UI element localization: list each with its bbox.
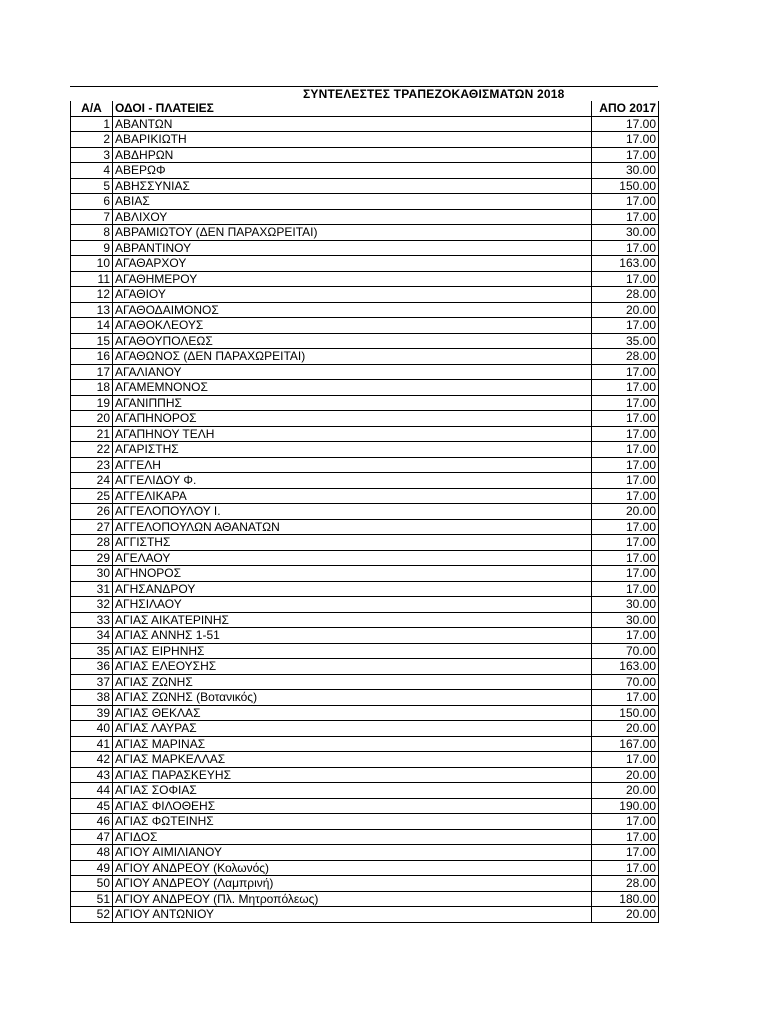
rate-value: 20.00 (592, 767, 659, 783)
table-row (71, 380, 659, 396)
row-number: 5 (71, 178, 113, 194)
table-row (71, 690, 659, 706)
table-row (71, 767, 659, 783)
street-name: ΑΓΑΘΙΟΥ (113, 287, 592, 303)
street-name: ΑΓΑΘΟΥΠΟΛΕΩΣ (113, 333, 592, 349)
rate-value: 17.00 (592, 147, 659, 163)
table-row (71, 829, 659, 845)
row-number: 48 (71, 845, 113, 861)
street-name: ΑΓΙΑΣ ΑΙΚΑΤΕΡΙΝΗΣ (113, 612, 592, 628)
street-name: ΑΓΑΠΗΝΟΡΟΣ (113, 411, 592, 427)
rate-value: 17.00 (592, 628, 659, 644)
row-number: 49 (71, 860, 113, 876)
rate-value: 28.00 (592, 287, 659, 303)
rate-value: 17.00 (592, 240, 659, 256)
street-name: ΑΓΙΑΣ ΖΩΝΗΣ (113, 674, 592, 690)
row-number: 45 (71, 798, 113, 814)
table-row (71, 209, 659, 225)
table-row (71, 504, 659, 520)
table-row (71, 147, 659, 163)
rate-value: 17.00 (592, 442, 659, 458)
street-name: ΑΓΙΑΣ ΣΟΦΙΑΣ (113, 783, 592, 799)
rate-value: 30.00 (592, 225, 659, 241)
row-number: 33 (71, 612, 113, 628)
row-number: 31 (71, 581, 113, 597)
street-name: ΑΓΑΜΕΜΝΟΝΟΣ (113, 380, 592, 396)
rate-value: 17.00 (592, 581, 659, 597)
street-name: ΑΓΑΠΗΝΟΥ ΤΕΛΗ (113, 426, 592, 442)
rate-value: 17.00 (592, 194, 659, 210)
rate-value: 20.00 (592, 302, 659, 318)
rate-value: 17.00 (592, 457, 659, 473)
street-name: ΑΓΓΕΛΟΠΟΥΛΩΝ ΑΘΑΝΑΤΩΝ (113, 519, 592, 535)
rate-value: 30.00 (592, 163, 659, 179)
street-name: ΑΒΔΗΡΩΝ (113, 147, 592, 163)
row-number: 17 (71, 364, 113, 380)
rate-value: 17.00 (592, 364, 659, 380)
row-number: 41 (71, 736, 113, 752)
rate-value: 190.00 (592, 798, 659, 814)
header-aa: Α/Α (71, 101, 113, 116)
row-number: 9 (71, 240, 113, 256)
rate-value: 17.00 (592, 690, 659, 706)
street-name: ΑΒΡΑΜΙΩΤΟΥ (ΔΕΝ ΠΑΡΑΧΩΡΕΙΤΑΙ) (113, 225, 592, 241)
rate-value: 17.00 (592, 519, 659, 535)
street-name: ΑΒΕΡΩΦ (113, 163, 592, 179)
rate-value: 35.00 (592, 333, 659, 349)
row-number: 39 (71, 705, 113, 721)
row-number: 27 (71, 519, 113, 535)
table-row (71, 891, 659, 907)
row-number: 14 (71, 318, 113, 334)
street-name: ΑΓΙΑΣ ΕΛΕΟΥΣΗΣ (113, 659, 592, 675)
table-row (71, 752, 659, 768)
row-number: 42 (71, 752, 113, 768)
row-number: 38 (71, 690, 113, 706)
title-row (70, 86, 658, 101)
rate-value: 28.00 (592, 876, 659, 892)
street-name: ΑΓΑΘΟΔΑΙΜΟΝΟΣ (113, 302, 592, 318)
table-row (71, 116, 659, 132)
street-name: ΑΓΙΑΣ ΛΑΥΡΑΣ (113, 721, 592, 737)
table-row (71, 535, 659, 551)
table-row (71, 333, 659, 349)
row-number: 2 (71, 132, 113, 148)
rate-value: 17.00 (592, 209, 659, 225)
table-row (71, 163, 659, 179)
row-number: 21 (71, 426, 113, 442)
table-row (71, 225, 659, 241)
table-row (71, 860, 659, 876)
row-number: 37 (71, 674, 113, 690)
street-name: ΑΓΓΕΛΟΠΟΥΛΟΥ Ι. (113, 504, 592, 520)
table-row (71, 783, 659, 799)
table-row (71, 876, 659, 892)
rate-value: 20.00 (592, 721, 659, 737)
table-row (71, 798, 659, 814)
row-number: 24 (71, 473, 113, 489)
table-row (71, 597, 659, 613)
street-name: ΑΓΑΘΑΡΧΟΥ (113, 256, 592, 272)
rate-value: 70.00 (592, 674, 659, 690)
rate-value: 20.00 (592, 907, 659, 923)
street-name: ΑΓΙΑΣ ΦΙΛΟΘΕΗΣ (113, 798, 592, 814)
street-name: ΑΓΙΟΥ ΑΙΜΙΛΙΑΝΟΥ (113, 845, 592, 861)
street-name: ΑΓΙΑΣ ΠΑΡΑΣΚΕΥΗΣ (113, 767, 592, 783)
table-row (71, 566, 659, 582)
row-number: 12 (71, 287, 113, 303)
row-number: 8 (71, 225, 113, 241)
row-number: 1 (71, 116, 113, 132)
rate-value: 17.00 (592, 814, 659, 830)
row-number: 25 (71, 488, 113, 504)
street-name: ΑΓΙΟΥ ΑΝΔΡΕΟΥ (Λαμπρινή) (113, 876, 592, 892)
rate-value: 17.00 (592, 426, 659, 442)
row-number: 51 (71, 891, 113, 907)
row-number: 44 (71, 783, 113, 799)
table-row (71, 814, 659, 830)
table-row (71, 132, 659, 148)
table-row (71, 736, 659, 752)
street-name: ΑΓΕΛΑΟΥ (113, 550, 592, 566)
row-number: 43 (71, 767, 113, 783)
table-row (71, 411, 659, 427)
table-row (71, 488, 659, 504)
table-row (71, 302, 659, 318)
row-number: 52 (71, 907, 113, 923)
row-number: 19 (71, 395, 113, 411)
table-header-row (71, 101, 659, 116)
table-row (71, 240, 659, 256)
rate-value: 167.00 (592, 736, 659, 752)
row-number: 6 (71, 194, 113, 210)
row-number: 15 (71, 333, 113, 349)
table-row (71, 643, 659, 659)
street-name: ΑΓΑΘΟΚΛΕΟΥΣ (113, 318, 592, 334)
row-number: 35 (71, 643, 113, 659)
street-name: ΑΓΙΑΣ ΕΙΡΗΝΗΣ (113, 643, 592, 659)
rate-value: 17.00 (592, 860, 659, 876)
table-body (71, 116, 659, 922)
rate-value: 17.00 (592, 318, 659, 334)
street-name: ΑΓΙΑΣ ΑΝΝΗΣ 1-51 (113, 628, 592, 644)
street-name: ΑΒΑΝΤΩΝ (113, 116, 592, 132)
rate-value: 17.00 (592, 395, 659, 411)
rates-table (70, 101, 659, 923)
rate-value: 17.00 (592, 752, 659, 768)
row-number: 28 (71, 535, 113, 551)
row-number: 34 (71, 628, 113, 644)
rate-value: 28.00 (592, 349, 659, 365)
street-name: ΑΓΓΕΛΗ (113, 457, 592, 473)
rate-value: 20.00 (592, 783, 659, 799)
row-number: 4 (71, 163, 113, 179)
rate-value: 30.00 (592, 597, 659, 613)
row-number: 30 (71, 566, 113, 582)
street-name: ΑΒΑΡΙΚΙΩΤΗ (113, 132, 592, 148)
table-row (71, 194, 659, 210)
row-number: 13 (71, 302, 113, 318)
table-row (71, 674, 659, 690)
street-name: ΑΓΑΘΩΝΟΣ (ΔΕΝ ΠΑΡΑΧΩΡΕΙΤΑΙ) (113, 349, 592, 365)
street-name: ΑΓΙΟΥ ΑΝΔΡΕΟΥ (Πλ. Μητροπόλεως) (113, 891, 592, 907)
street-name: ΑΓΓΕΛΙΔΟΥ Φ. (113, 473, 592, 489)
street-name: ΑΓΙΑΣ ΖΩΝΗΣ (Βοτανικός) (113, 690, 592, 706)
rate-value: 17.00 (592, 550, 659, 566)
table-row (71, 907, 659, 923)
street-name: ΑΓΙΟΥ ΑΝΤΩΝΙΟΥ (113, 907, 592, 923)
street-name: ΑΒΙΑΣ (113, 194, 592, 210)
row-number: 46 (71, 814, 113, 830)
street-name: ΑΓΑΛΙΑΝΟΥ (113, 364, 592, 380)
table-row (71, 845, 659, 861)
table-row (71, 659, 659, 675)
rate-value: 180.00 (592, 891, 659, 907)
rate-value: 17.00 (592, 535, 659, 551)
row-number: 29 (71, 550, 113, 566)
row-number: 16 (71, 349, 113, 365)
street-name: ΑΓΑΘΗΜΕΡΟΥ (113, 271, 592, 287)
street-name: ΑΓΙΑΣ ΜΑΡΚΕΛΛΑΣ (113, 752, 592, 768)
row-number: 20 (71, 411, 113, 427)
table-row (71, 178, 659, 194)
rate-value: 150.00 (592, 178, 659, 194)
street-name: ΑΓΗΝΟΡΟΣ (113, 566, 592, 582)
spreadsheet-document (70, 86, 658, 923)
rate-value: 17.00 (592, 271, 659, 287)
rate-value: 17.00 (592, 116, 659, 132)
rate-value: 30.00 (592, 612, 659, 628)
rate-value: 17.00 (592, 411, 659, 427)
row-number: 47 (71, 829, 113, 845)
table-row (71, 426, 659, 442)
street-name: ΑΓΑΡΙΣΤΗΣ (113, 442, 592, 458)
table-row (71, 581, 659, 597)
rate-value: 17.00 (592, 566, 659, 582)
street-name: ΑΓΗΣΑΝΔΡΟΥ (113, 581, 592, 597)
street-name: ΑΒΛΙΧΟΥ (113, 209, 592, 225)
header-street: ΟΔΟΙ - ΠΛΑΤΕΙΕΣ (113, 101, 592, 116)
street-name: ΑΓΙΑΣ ΘΕΚΛΑΣ (113, 705, 592, 721)
street-name: ΑΓΙΟΥ ΑΝΔΡΕΟΥ (Κολωνός) (113, 860, 592, 876)
table-row (71, 256, 659, 272)
table-row (71, 721, 659, 737)
table-row (71, 287, 659, 303)
street-name: ΑΓΙΔΟΣ (113, 829, 592, 845)
table-row (71, 519, 659, 535)
row-number: 3 (71, 147, 113, 163)
row-number: 50 (71, 876, 113, 892)
street-name: ΑΓΓΙΣΤΗΣ (113, 535, 592, 551)
table-row (71, 349, 659, 365)
row-number: 23 (71, 457, 113, 473)
rate-value: 163.00 (592, 659, 659, 675)
street-name: ΑΓΙΑΣ ΦΩΤΕΙΝΗΣ (113, 814, 592, 830)
table-row (71, 271, 659, 287)
street-name: ΑΓΑΝΙΠΠΗΣ (113, 395, 592, 411)
rate-value: 17.00 (592, 488, 659, 504)
rate-value: 17.00 (592, 132, 659, 148)
table-row (71, 473, 659, 489)
street-name: ΑΓΙΑΣ ΜΑΡΙΝΑΣ (113, 736, 592, 752)
row-number: 7 (71, 209, 113, 225)
row-number: 36 (71, 659, 113, 675)
table-row (71, 705, 659, 721)
rate-value: 17.00 (592, 829, 659, 845)
rate-value: 20.00 (592, 504, 659, 520)
street-name: ΑΓΗΣΙΛΑΟΥ (113, 597, 592, 613)
table-row (71, 364, 659, 380)
rate-value: 163.00 (592, 256, 659, 272)
table-row (71, 318, 659, 334)
row-number: 26 (71, 504, 113, 520)
rate-value: 17.00 (592, 380, 659, 396)
street-name: ΑΒΡΑΝΤΙΝΟΥ (113, 240, 592, 256)
row-number: 18 (71, 380, 113, 396)
row-number: 11 (71, 271, 113, 287)
rate-value: 150.00 (592, 705, 659, 721)
rate-value: 17.00 (592, 473, 659, 489)
row-number: 40 (71, 721, 113, 737)
table-row (71, 612, 659, 628)
table-row (71, 457, 659, 473)
rate-value: 70.00 (592, 643, 659, 659)
table-row (71, 628, 659, 644)
row-number: 32 (71, 597, 113, 613)
table-row (71, 550, 659, 566)
rate-value: 17.00 (592, 845, 659, 861)
row-number: 22 (71, 442, 113, 458)
street-name: ΑΒΗΣΣΥΝΙΑΣ (113, 178, 592, 194)
header-value: ΑΠΟ 2017 (592, 101, 659, 116)
table-row (71, 395, 659, 411)
street-name: ΑΓΓΕΛΙΚΑΡΑ (113, 488, 592, 504)
table-row (71, 442, 659, 458)
row-number: 10 (71, 256, 113, 272)
document-title: ΣΥΝΤΕΛΕΣΤΕΣ ΤΡΑΠΕΖΟΚΑΘΙΣΜΑΤΩΝ 2018 (303, 87, 565, 101)
